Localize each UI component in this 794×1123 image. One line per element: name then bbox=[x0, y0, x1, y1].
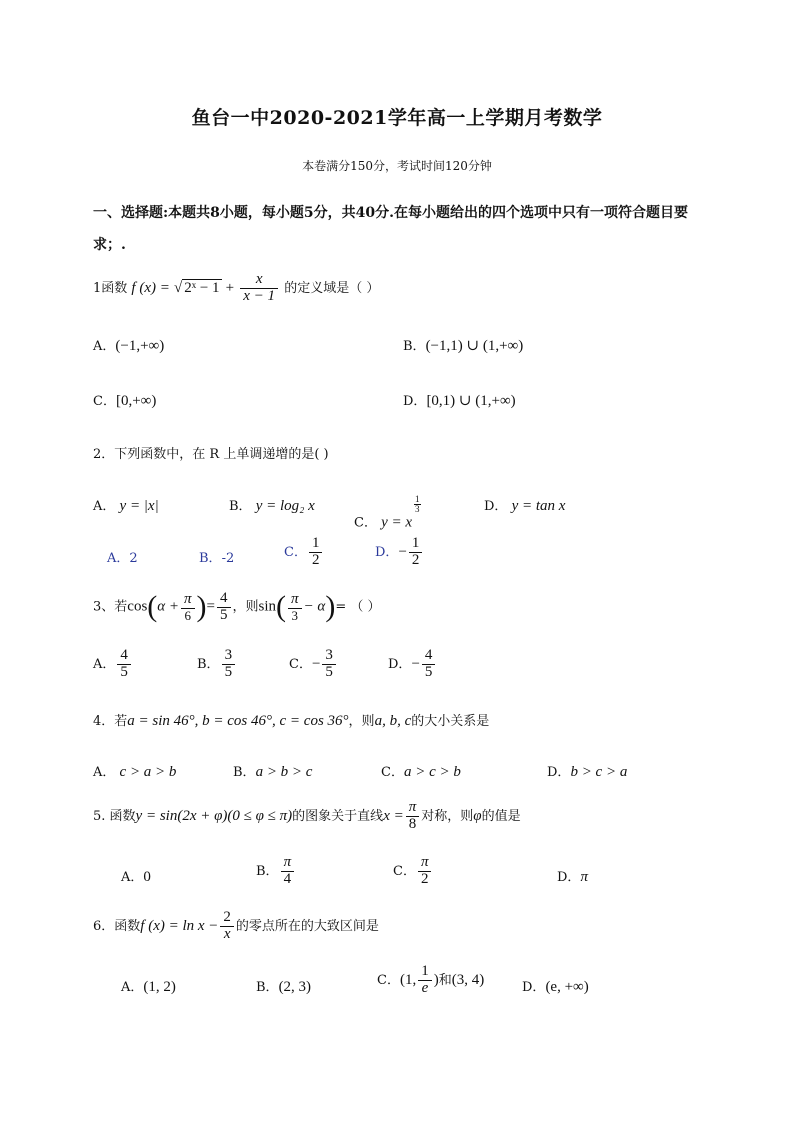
q1-num: x bbox=[240, 272, 278, 289]
q1-fraction bbox=[240, 272, 278, 305]
q4-option-c[interactable]: C．a > c > b bbox=[381, 764, 461, 780]
q1-c-label: C． bbox=[93, 394, 116, 409]
question-4 bbox=[93, 710, 489, 730]
q6-c-frac: $\frac{1}{e}$ bbox=[418, 964, 432, 997]
q3-option-b[interactable] bbox=[197, 648, 237, 681]
q1-c-text: [0,+∞) bbox=[115, 393, 157, 409]
question-5 bbox=[93, 800, 521, 833]
q3-eq: = bbox=[206, 598, 216, 615]
q5-c-frac: $\frac{\pi}{2}$ bbox=[418, 855, 432, 888]
q2-extra-c-den: 2 bbox=[311, 551, 320, 568]
q3-prefix: 3、若 bbox=[93, 599, 128, 615]
q2-extra-c-num: 1 bbox=[309, 536, 323, 553]
q5-option-a[interactable]: A．0 bbox=[121, 869, 151, 885]
q4-option-d[interactable]: D．b > c > a bbox=[547, 764, 628, 780]
q6-option-c[interactable]: C．(1, $\frac{1}{e}$ )和(3, 4) bbox=[377, 963, 485, 996]
q2-d-label: D． bbox=[484, 499, 508, 514]
q2-b-text: y = log₂ x bbox=[255, 498, 315, 514]
q1-option-c[interactable] bbox=[93, 390, 156, 410]
q6-option-a[interactable]: A．(1, 2) bbox=[121, 979, 176, 995]
q3-a-frac: $\frac{4}{5}$ bbox=[117, 648, 131, 681]
q2-a-label: A． bbox=[93, 499, 116, 514]
q2-option-a[interactable] bbox=[93, 495, 159, 515]
q2-b-label: B． bbox=[229, 499, 252, 514]
q2-extra-d[interactable] bbox=[375, 536, 424, 569]
q3-4-5: $\frac{4}{5}$ bbox=[217, 591, 231, 624]
q2-extra-a-label: A． bbox=[107, 551, 130, 566]
section-heading-line2: 求；. bbox=[93, 237, 126, 253]
q5-d-text: π bbox=[580, 869, 588, 885]
q1-plus: + bbox=[225, 279, 235, 296]
q6-2-x: $\frac{2}{x}$ bbox=[220, 910, 234, 943]
q5-a-text: 0 bbox=[143, 869, 151, 885]
q6-prefix: 6．函数 bbox=[93, 918, 141, 934]
q5-suffix: 的值是 bbox=[481, 808, 521, 824]
page-subtitle: 本卷满分150分，考试时间120分钟 bbox=[302, 159, 492, 173]
q2-option-b[interactable] bbox=[229, 495, 315, 515]
q1-fx: f (x) = bbox=[131, 279, 170, 296]
q2-extra-a-text: 2 bbox=[129, 551, 138, 566]
q4-option-a[interactable]: A． c > a > b bbox=[93, 764, 177, 780]
q4-suffix: 的大小关系是 bbox=[411, 714, 490, 729]
q1-d-label: D． bbox=[403, 394, 427, 409]
q1-option-a[interactable] bbox=[93, 335, 164, 355]
q3-a-label: A． bbox=[93, 656, 116, 672]
q6-option-d[interactable]: D．(e, +∞) bbox=[522, 979, 589, 995]
q3-option-c[interactable]: C．− $\frac{3}{5}$ bbox=[289, 648, 338, 681]
q3-b-label: B． bbox=[197, 656, 220, 672]
q4-expr: a = sin 46°, b = cos 46°, c = cos 36° bbox=[127, 713, 349, 729]
q2-option-c[interactable] bbox=[354, 495, 423, 531]
q3-d-label: D． bbox=[388, 656, 412, 672]
q6-expr: f (x) = ln x − bbox=[140, 917, 219, 934]
page-title: 鱼台一中2020-2021学年高一上学期月考数学 bbox=[191, 107, 603, 129]
q2-extra-a[interactable] bbox=[107, 547, 138, 566]
section-heading-line1: 一、选择题:本题共8小题，每小题5分，共40分.在每小题给出的四个选项中只有一项符合题目要 bbox=[93, 205, 689, 221]
q3-alpha-plus: α + bbox=[157, 598, 180, 615]
q5-mid: 的图象关于直线 bbox=[292, 808, 384, 824]
q2-c-exp-den: 3 bbox=[415, 504, 420, 515]
q5-expr: y = sin(2x + φ)(0 ≤ φ ≤ π) bbox=[135, 807, 293, 824]
question-1 bbox=[93, 272, 379, 305]
q2-extra-c-frac bbox=[309, 536, 323, 569]
q5-b-frac: $\frac{\pi}{4}$ bbox=[281, 855, 295, 888]
q4-a-text: c > a > b bbox=[119, 764, 177, 780]
q5-option-b[interactable]: B． $\frac{\pi}{4}$ bbox=[256, 855, 296, 888]
q3-sin: sin bbox=[258, 598, 277, 615]
q3-mid: ，则 bbox=[232, 599, 259, 615]
q3-minus-alpha: − α bbox=[303, 598, 326, 615]
q2-extra-d-label: D． bbox=[375, 544, 399, 560]
q2-a-text: y = |x| bbox=[119, 498, 159, 514]
q4-c-text: a > c > b bbox=[403, 764, 461, 780]
q5-mid2: 对称，则 bbox=[421, 808, 474, 824]
q4-d-text: b > c > a bbox=[570, 764, 628, 780]
q3-option-a[interactable] bbox=[93, 648, 133, 681]
q6-option-b[interactable]: B．(2, 3) bbox=[256, 979, 312, 995]
q4-mid: ，则 bbox=[348, 714, 375, 729]
q3-suffix: = （ ） bbox=[335, 599, 381, 615]
q2-extra-d-den: 2 bbox=[411, 551, 420, 568]
q2-c-exp-num: 1 bbox=[415, 494, 420, 504]
q2-extra-b-label: B． bbox=[199, 551, 222, 566]
q1-option-d[interactable] bbox=[403, 390, 516, 410]
q2-extra-b[interactable] bbox=[199, 547, 234, 566]
q2-d-text: y = tan x bbox=[511, 498, 566, 514]
q3-pi-6: $\frac{\pi}{6}$ bbox=[181, 592, 195, 622]
q2-extra-b-text: -2 bbox=[221, 551, 235, 566]
q2-option-d[interactable] bbox=[484, 495, 565, 515]
q5-pi-8: $\frac{\pi}{8}$ bbox=[406, 800, 420, 833]
q1-prefix: 1函数 bbox=[93, 280, 128, 296]
q4-prefix: 4．若 bbox=[93, 714, 128, 729]
q1-den: x − 1 bbox=[243, 287, 276, 304]
q5-prefix: 5. 函数 bbox=[93, 808, 136, 824]
q3-c-frac: $\frac{3}{5}$ bbox=[322, 648, 336, 681]
q6-a-text: (1, 2) bbox=[143, 979, 176, 995]
q4-option-b[interactable]: B．a > b > c bbox=[233, 764, 313, 780]
q5-option-c[interactable]: C． $\frac{\pi}{2}$ bbox=[393, 855, 433, 888]
q2-c-label: C． bbox=[354, 515, 377, 531]
q4-b-text: a > b > c bbox=[255, 764, 313, 780]
q3-option-d[interactable]: D．− $\frac{4}{5}$ bbox=[388, 648, 437, 681]
q3-cos: cos bbox=[127, 598, 148, 615]
q1-b-label: B． bbox=[403, 339, 426, 354]
q1-suffix: 的定义域是（ ） bbox=[284, 280, 380, 296]
q5-xeq: x = bbox=[383, 807, 404, 824]
q2-extra-d-num: 1 bbox=[409, 536, 423, 553]
q2-c-base: y = x bbox=[381, 514, 413, 531]
q1-a-label: A． bbox=[93, 339, 116, 354]
q2-extra-d-frac bbox=[409, 536, 423, 569]
question-2: 2．下列函数中，在 R 上单调递增的是( ) bbox=[93, 447, 329, 462]
q2-extra-d-sign: − bbox=[398, 543, 407, 560]
q5-phi: φ bbox=[473, 807, 482, 824]
q3-d-frac: $\frac{4}{5}$ bbox=[422, 648, 436, 681]
q2-extra-c[interactable] bbox=[284, 536, 324, 569]
q5-option-d[interactable]: D．π bbox=[557, 869, 588, 885]
q2-extra-c-label: C． bbox=[284, 544, 307, 560]
q2-c-exponent bbox=[414, 495, 421, 515]
q1-a-text: (−1,+∞) bbox=[115, 338, 165, 354]
q1-d-text: [0,1) ∪ (1,+∞) bbox=[426, 393, 516, 409]
q1-b-text: (−1,1) ∪ (1,+∞) bbox=[425, 338, 524, 354]
q4-vars: a, b, c bbox=[374, 713, 412, 729]
q3-b-frac: $\frac{3}{5}$ bbox=[222, 648, 236, 681]
q3-c-label: C． bbox=[289, 656, 312, 672]
q1-root: 2ˣ − 1 bbox=[184, 279, 220, 296]
question-6 bbox=[93, 910, 379, 943]
q3-pi-3: $\frac{\pi}{3}$ bbox=[288, 592, 302, 622]
q6-d-text: (e, +∞) bbox=[545, 979, 589, 995]
q1-sqrt-sign: √ bbox=[174, 279, 183, 296]
q6-suffix: 的零点所在的大致区间是 bbox=[235, 918, 379, 934]
q6-b-text: (2, 3) bbox=[278, 979, 312, 995]
question-3: 3、若cos(α + $\frac{\pi}{6}$ )= $\frac{4}{5}$ ，则sin( $\frac{\pi}{3}$ − α)= （ ） bbox=[93, 589, 381, 623]
q1-option-b[interactable] bbox=[403, 335, 523, 355]
